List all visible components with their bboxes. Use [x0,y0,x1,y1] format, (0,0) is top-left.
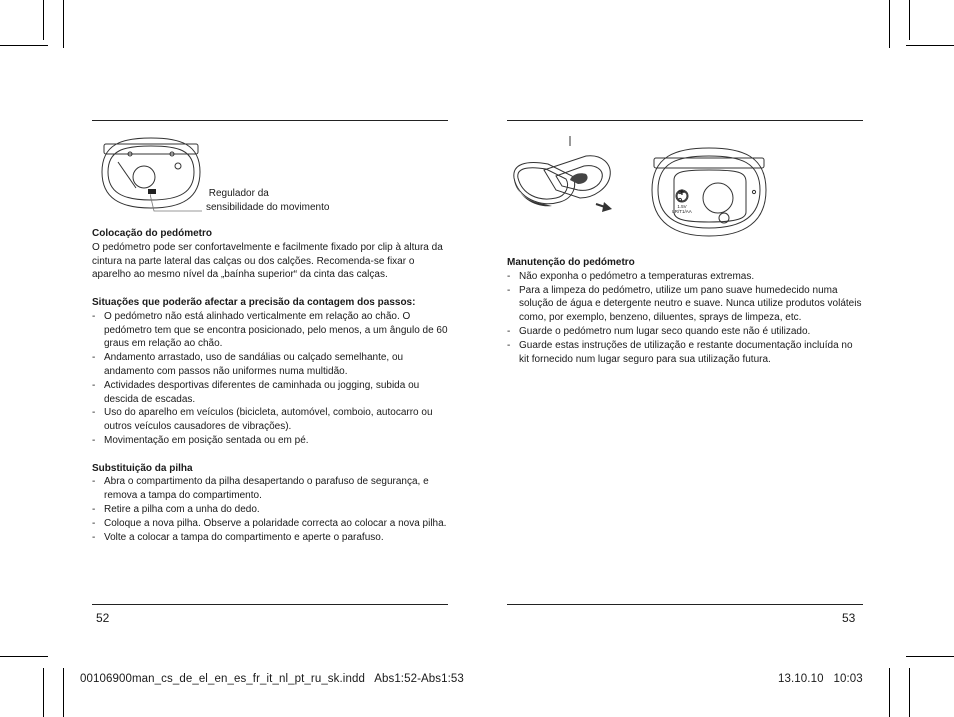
section-heading: Manutenção do pedómetro [507,257,635,268]
right-top-rule [507,120,863,121]
right-column [507,256,863,366]
crop-mark [909,668,910,717]
bullet-list [92,475,448,544]
left-column [92,227,448,544]
page-number-left: 52 [96,611,110,625]
list-item: - Andamento arrastado, uso de sandálias ou calçado semelhante, ou andamento com passos não uniformes numa multidão. [92,351,448,379]
crop-mark [63,0,64,48]
list-item: - Não exponha o pedómetro a temperaturas extremas. [507,270,863,284]
crop-mark [889,668,890,717]
footer-filename: 00106900man_cs_de_el_en_es_fr_it_nl_pt_ru_sk.indd Abs1:52-Abs1:53 [80,673,464,685]
battery-type: LR/T1/AA [672,209,692,214]
bullet-list [507,270,863,367]
crop-mark [909,0,910,40]
left-bottom-rule [92,604,448,605]
list-item: - Abra o compartimento da pilha desapertando o parafuso de segurança, e remova a tampa do compartimento. [92,475,448,503]
label-leader-line [150,190,202,214]
crop-mark [889,0,890,48]
list-item: - Retire a pilha com a unha do dedo. [92,503,448,517]
list-item: - Movimentação em posição sentada ou em pé. [92,434,448,448]
crop-mark [906,656,954,657]
list-item: - O pedómetro não está alinhado verticalmente em relação ao chão. O pedómetro tem que se encontra posicionado, pelo menos, a um ângulo de 60 graus em relação ao chão. [92,310,448,351]
list-item: - Guarde estas instruções de utilização e restante documentação incluída no kit fornecido num lugar seguro para sua utilização futura. [507,339,863,367]
crop-mark [0,45,48,46]
crop-mark [63,668,64,717]
section-heading: Substituição da pilha [92,462,193,474]
battery-voltage: 1.5V [677,204,687,209]
list-item: - Coloque a nova pilha. Observe a polaridade correcta ao colocar a nova pilha. [92,517,448,531]
section-heading: Colocação do pedómetro [92,228,213,239]
section-heading: Situações que poderão afectar a precisão da contagem dos passos: [92,296,416,308]
open-battery-compartment-illustration [648,142,770,242]
crop-mark [43,668,44,717]
list-item: - Actividades desportivas diferentes de caminhada ou jogging, subida ou descida de escadas. [92,379,448,407]
battery-plus-sign: + [678,187,686,199]
crop-mark [0,656,48,657]
left-top-rule [92,120,448,121]
crop-mark [906,45,954,46]
battery-cover-removal-illustration [508,134,618,218]
figure-label [206,187,329,215]
list-item: - Para a limpeza do pedómetro, utilize um pano suave humedecido numa solução de água e detergente neutro e suave. Nunca utilize produtos voláteis como, por exemplo, benzeno, diluentes, sprays de limpeza, etc. [507,284,863,325]
figure-label-line-1: Regulador da [206,188,269,199]
footer-date: 13.10.10 10:03 [778,673,863,685]
section-body: O pedómetro pode ser confortavelmente e facilmente fixado por clip à altura da cintura na parte lateral das calças ou dos calções. Recomenda-se fixar o aparelho ao mesmo nível da „baínha superior“ da cinta das calças. [92,241,443,281]
battery-label [668,204,696,214]
list-item: - Guarde o pedómetro num lugar seco quando este não é utilizado. [507,325,863,339]
page-number-right: 53 [842,611,856,625]
list-item: - Uso do aparelho em veículos (bicicleta, automóvel, comboio, autocarro ou outros veículos causadores de vibrações). [92,406,448,434]
figure-label-line-2: sensibilidade do movimento [206,202,330,213]
bullet-list [92,310,448,448]
crop-mark [43,0,44,40]
list-item: - Volte a colocar a tampa do compartimento e aperte o parafuso. [92,531,448,545]
right-bottom-rule [507,604,863,605]
